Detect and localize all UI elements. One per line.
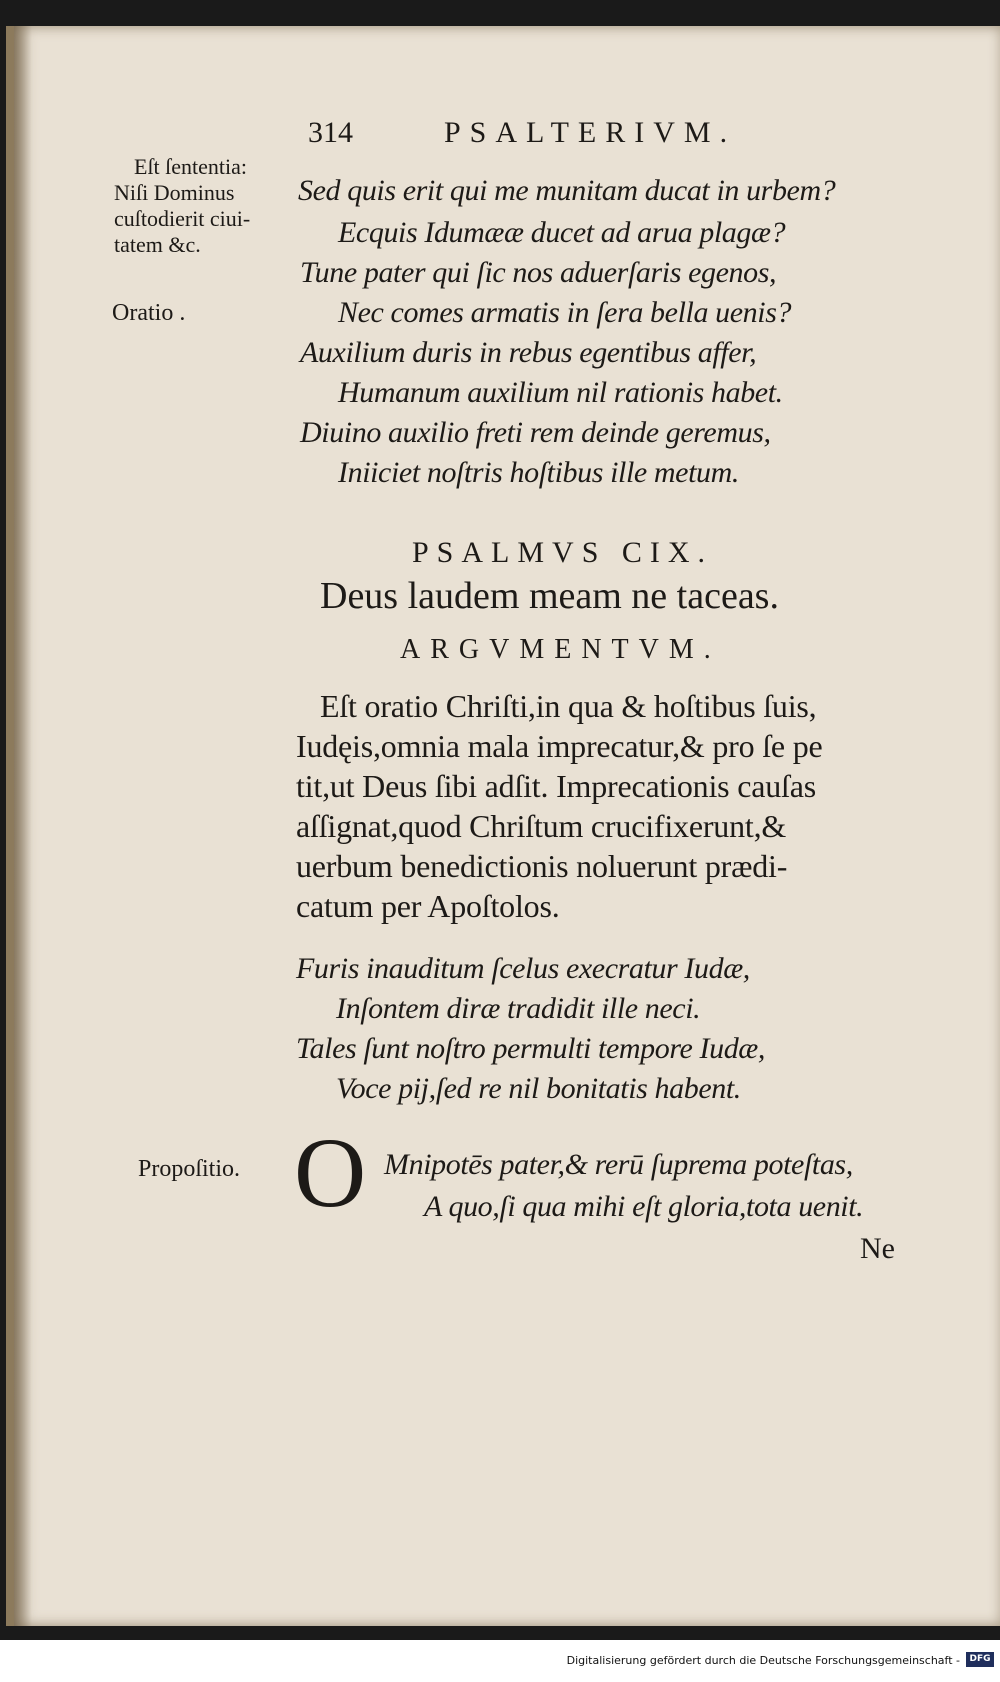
marginal-note-3: Propoſitio. bbox=[138, 1156, 241, 1182]
digitization-credit: Digitalisierung gefördert durch die Deutsche Forschungsgemeinschaft - bbox=[566, 1654, 960, 1667]
psalm-incipit: Deus laudem meam ne taceas. bbox=[320, 575, 779, 617]
marginal-note-2: Oratio . bbox=[112, 300, 186, 326]
verse-line: Diuino auxilio freti rem deinde geremus, bbox=[300, 416, 771, 449]
drop-initial: O bbox=[294, 1117, 367, 1228]
footer-bar bbox=[0, 1640, 1000, 1682]
verse-line: Inſontem diræ tradidit ille neci. bbox=[336, 992, 701, 1025]
argument-line: catum per Apoſtolos. bbox=[296, 888, 560, 924]
argument-line: uerbum benedictionis noluerunt prædi- bbox=[296, 848, 788, 884]
verse-line: Iniiciet noſtris hoſtibus ille metum. bbox=[338, 456, 739, 489]
verse-line: Ecquis Idumææ ducet ad arua plagæ? bbox=[338, 216, 786, 249]
page-number: 314 bbox=[308, 116, 353, 149]
opening-line-2: A quo,ſi qua mihi eſt gloria,tota uenit. bbox=[424, 1190, 864, 1223]
opening-line-1: Mnipotēs pater,& rerū ſuprema poteſtas, bbox=[384, 1148, 853, 1181]
marginal-note-1-line-1: Eſt ſententia: bbox=[134, 154, 248, 179]
verse-line: Nec comes armatis in ſera bella uenis? bbox=[338, 296, 792, 329]
argument-line: Eſt oratio Chriſti,in qua & hoſtibus ſuis, bbox=[320, 688, 817, 724]
verse-line: Tune pater qui ſic nos aduerſaris egenos, bbox=[300, 256, 777, 289]
verse-line: Auxilium duris in rebus egentibus affer, bbox=[300, 336, 757, 369]
verse-line: Voce pij,ſed re nil bonitatis habent. bbox=[336, 1072, 741, 1105]
spine-shadow bbox=[14, 26, 32, 1626]
dfg-logo-icon: DFG bbox=[966, 1652, 994, 1667]
verse-line: Humanum auxilium nil rationis habet. bbox=[338, 376, 783, 409]
marginal-note-1-line-4: tatem &c. bbox=[114, 232, 201, 257]
argument-line: aſſignat,quod Chriſtum crucifixerunt,& bbox=[296, 808, 787, 844]
marginal-note-1-line-3: cuſtodierit ciui- bbox=[114, 206, 251, 231]
verse-line: Tales ſunt noſtro permulti tempore Iudæ, bbox=[296, 1032, 766, 1065]
book-page bbox=[6, 26, 1000, 1626]
verse-line: Sed quis erit qui me munitam ducat in urbem? bbox=[298, 174, 836, 207]
argument-line: tit,ut Deus ſibi adſit. Imprecationis cauſas bbox=[296, 768, 816, 804]
running-title: PSALTERIVM. bbox=[444, 116, 737, 149]
catchword: Ne bbox=[860, 1232, 895, 1265]
verse-line: Furis inauditum ſcelus execratur Iudæ, bbox=[296, 952, 750, 985]
argument-heading: ARGVMENTVM. bbox=[400, 634, 721, 665]
marginal-note-1-line-2: Niſi Dominus bbox=[114, 180, 235, 205]
psalm-heading: PSALMVS CIX. bbox=[412, 536, 714, 569]
argument-line: Iudęis,omnia mala imprecatur,& pro ſe pe bbox=[296, 728, 823, 764]
